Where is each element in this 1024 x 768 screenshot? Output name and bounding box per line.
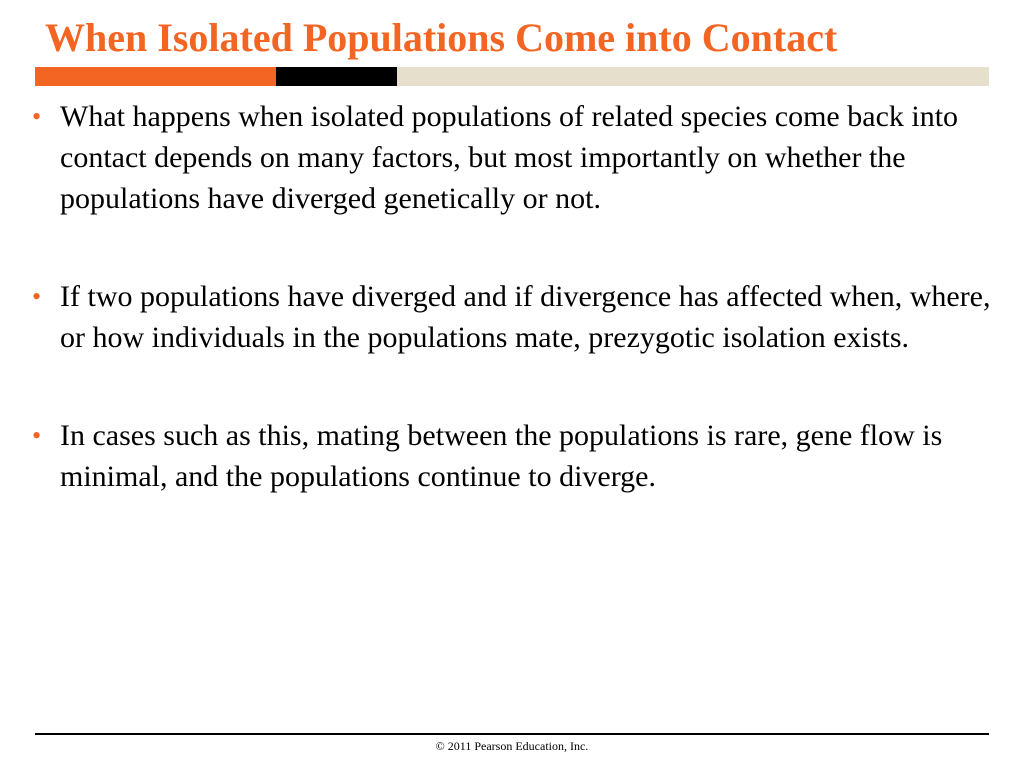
bullet-text: If two populations have diverged and if divergence has affected when, where, or how individuals in the populations mate, prezygotic isolation exists.	[60, 280, 991, 354]
bullet-icon: •	[32, 282, 42, 311]
title-bar-black-segment	[276, 67, 397, 86]
title-bar-tan-segment	[397, 67, 989, 86]
bullet-icon: •	[32, 421, 42, 450]
bullet-item	[30, 276, 992, 358]
footer-divider	[35, 733, 989, 735]
bullet-item	[30, 415, 992, 497]
title-underline-bar	[35, 67, 989, 86]
bullet-text: In cases such as this, mating between the populations is rare, gene flow is minimal, and the populations continue to diverge.	[60, 419, 943, 493]
bullet-item	[30, 96, 992, 219]
title-bar-orange-segment	[35, 67, 276, 86]
slide-title: When Isolated Populations Come into Contact	[45, 15, 838, 60]
bullet-icon: •	[32, 102, 42, 131]
copyright-footer: © 2011 Pearson Education, Inc.	[435, 739, 589, 753]
bullet-list	[30, 96, 992, 554]
bullet-text: What happens when isolated populations of related species come back into contact depends on many factors, but most importantly on whether the populations have diverged genetically or not.	[60, 100, 959, 215]
